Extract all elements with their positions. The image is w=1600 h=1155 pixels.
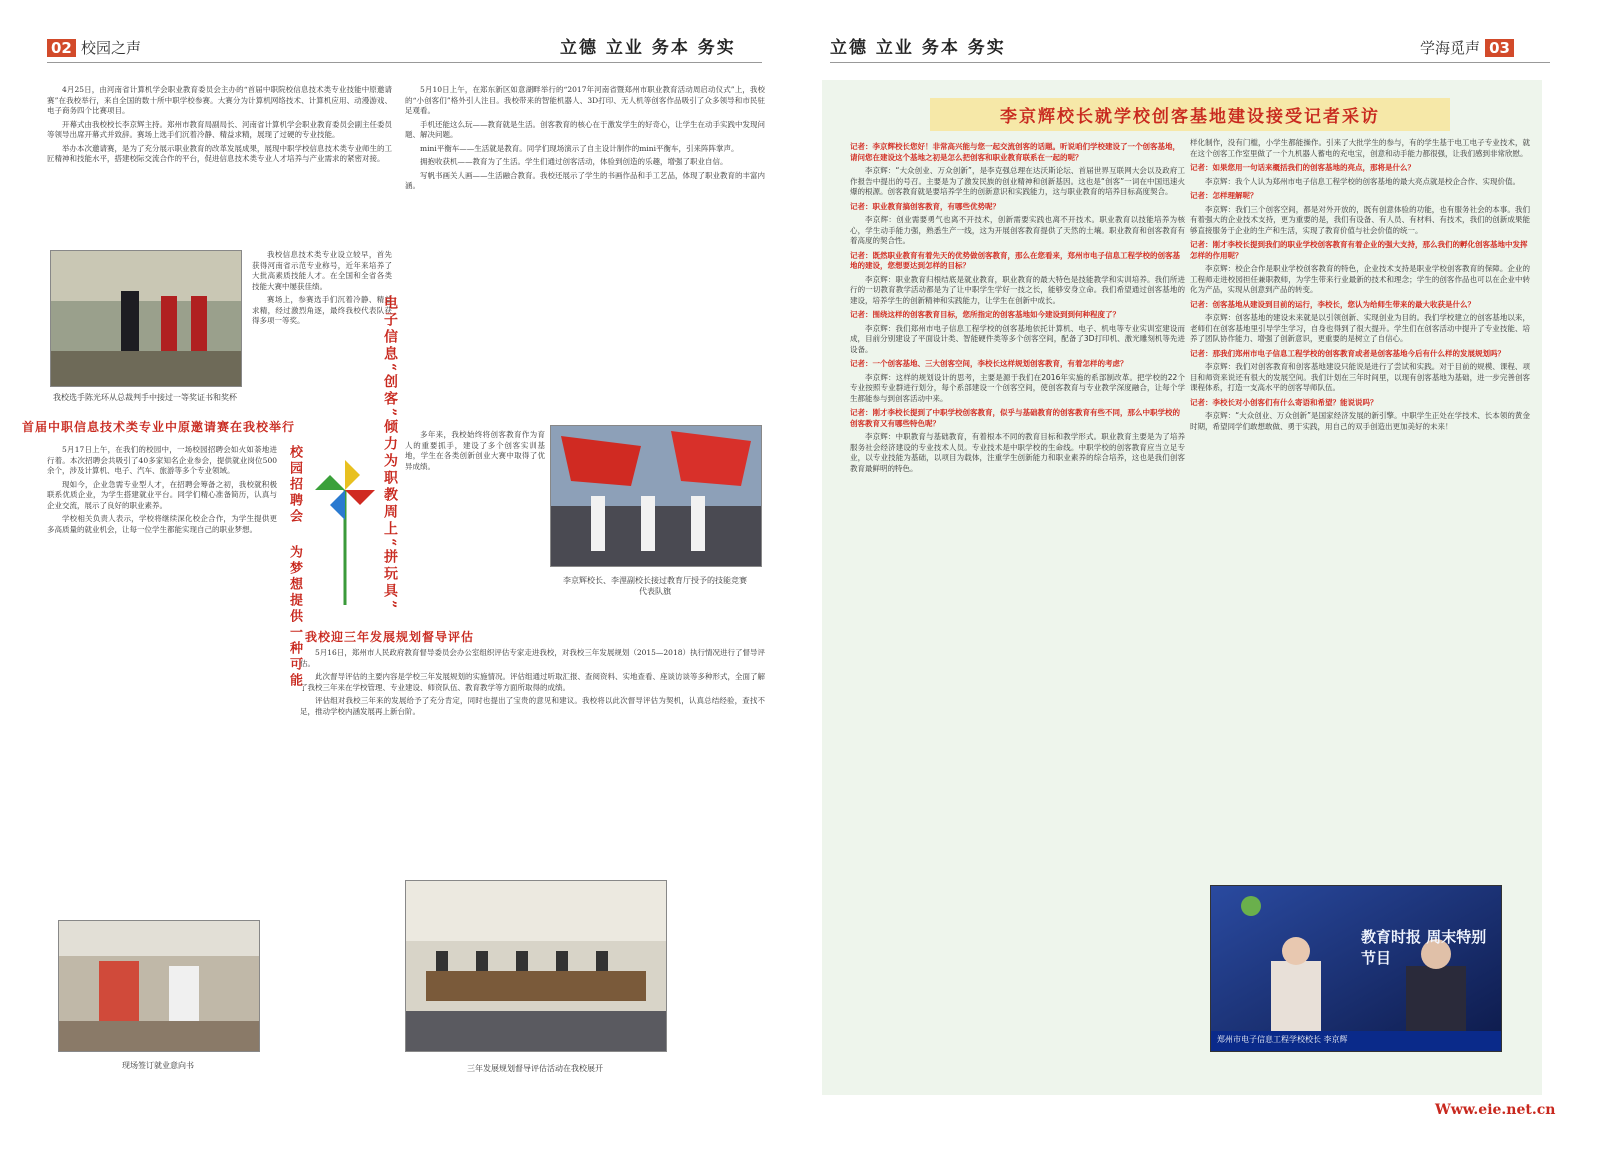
article1-body: 4月25日，由河南省计算机学会职业教育委员会主办的“首届中职院校信息技术类专业技能中原邀请赛”在我校举行，来自全国的数十所中职学校参赛。大赛分为计算机网络技术、计算机应用、动漫游戏、电子商务四个比赛项目。 开幕式由我校校长李京辉主持。郑州市教育局副局长、河南省计算机学会职业教育委员会副主任委员等领导出席开幕式并致辞。赛场上选手们沉着冷静、精益求精，展现了过硬的专业技能。 举办本次邀请赛，是为了充分展示职业教育的改革发展成果，展现中职学校信息技术类专业师生的工匠精神和技能水平，搭建校际交流合作的平台，促进信息技术类专业人才培养与产业需求的紧密对接。 xyxy=(47,85,392,163)
left-page-header xyxy=(47,38,141,58)
flag-photo-illustration xyxy=(551,426,761,566)
article4-title: 我校迎三年发展规划督导评估 xyxy=(305,630,475,644)
section-title: 学海觅声 xyxy=(1420,39,1481,57)
article1-title: 首届中职信息技术类专业中原邀请赛在我校举行 xyxy=(22,420,296,434)
right-page-header xyxy=(1420,38,1514,58)
tv-banner: 郑州市电子信息工程学校校长 李京辉 xyxy=(1217,1035,1348,1044)
flag-photo-caption: 李京辉校长、李浬副校长接过教育厅授予的技能竞赛代表队旗 xyxy=(563,576,747,596)
header-divider xyxy=(47,62,762,63)
job-fair-photo xyxy=(58,920,260,1052)
page-number: 03 xyxy=(1485,39,1514,57)
award-photo-caption: 我校选手陈光环从总裁判手中接过一等奖证书和奖杯 xyxy=(53,393,237,402)
article2-vertical-title: 电子信息“创客”倾力为职教周上“拼玩具” xyxy=(382,295,398,612)
interview-title: 李京辉校长就学校创客基地建设接受记者采访 xyxy=(930,98,1450,131)
article1-side-body: 我校信息技术类专业设立较早，首先获得河南省示范专业称号，近年来培养了大批高素质技能人才。在全国和全省各类技能大赛中屡获佳绩。 赛场上，参赛选手们沉着冷静、精益求精，经过激烈角逐，最终我校代表队获得多项一等奖。 xyxy=(252,250,392,325)
recruit-vertical-title-2: 为梦想提供一种可能 xyxy=(287,545,302,689)
header-divider xyxy=(830,62,1550,63)
job-fair-photo-illustration xyxy=(59,921,259,1051)
website-watermark[interactable]: Www.eie.net.cn xyxy=(1435,1102,1556,1118)
recruit-vertical-title-1: 校园招聘会 xyxy=(287,445,302,525)
interview-left-column: 记者：李京辉校长您好！非常高兴能与您一起交流创客的话题。听说咱们学校建设了一个创客基地，请问您在建设这个基地之初是怎么把创客和职业教育联系在一起的呢？ 李京辉：“大众创业、万众创新”，是李克强总理在达沃斯论坛、首届世界互联网大会以及政府工作报告中提出的号召。主要是为了激发民族的创业精神和创新基因。这也是“创客”一词在中国迅速火爆的根源。创客教育就是要培养学生的创新意识和实践能力，这与职业教育的培养目标高度契合。 记者：职业教育搞创客教育，有哪些优势呢？ 李京辉：创业需要勇气也离不开技术，创新需要实践也离不开技术。职业教育以技能培养为核心，学生动手能力强，熟悉生产一线，这为开展创客教育提供了天然的土壤。职业教育和创客教育有着高度的契合性。 记者：既然职业教育有着先天的优势做创客教育，那么在您看来，郑州市电子信息工程学校的创客基地的建设，您想要达到怎样的目标？ 李京辉：职业教育归根结底是就业教育，职业教育的最大特色是技能教学和实训培养。我们所进行的一切教育教学活动都是为了让中职学生学好一技之长，能够安身立命。我们希望通过创客基地的建设，培养学生的创新精神和实践能力，让学生在创新中成长。 记者：围绕这样的创客教育目标，您所指定的创客基地如今建设到到何种程度了？ 李京辉：我们郑州市电子信息工程学校的创客基地依托计算机、电子、机电等专业实训室建设而成，目前分别建设了平面设计类、智能硬件类等多个创客空间，配备了3D打印机、激光雕刻机等先进设备。 记者：一个创客基地、三大创客空间，李校长这样规划创客教育，有着怎样的考虑？ 李京辉：这样的规划设计的思考，主要是源于我们在2016年实施的系部制改革。把学校的22个专业按照专业群进行划分，每个系部建设一个创客空间，使创客教育与专业教学深度融合，让每个学生都能参与到创客活动中来。 记者：刚才李校长提到了中职学校创客教育，似乎与基础教育的创客教育有些不同，那么中职学校的创客教育又有哪些特色呢？ 李京辉：中职教育与基础教育，有着根本不同的教育目标和教学形式。职业教育主要是为了培养服务社会经济建设的专业技术人员。专业技术是中职学校的生命线。中职学校的创客教育应当立足专业，以专业技能为基础，以项目为载体，注重学生创新能力和职业素养的综合培养，这也是我们创客教育最鲜明的特色。 xyxy=(850,142,1185,473)
tv-interview-illustration xyxy=(1211,886,1501,1051)
article4-body: 5月16日，郑州市人民政府教育督导委员会办公室组织评估专家走进我校，对我校三年发展规划（2015—2018）执行情况进行了督导评估。 此次督导评估的主要内容是学校三年发展规划的实施情况。评估组通过听取汇报、查阅资料、实地查看、座谈访谈等多种形式，全面了解了我校三年来在学校管理、专业建设、师资队伍、教育教学等方面所取得的成绩。 评估组对我校三年来的发展给予了充分肯定，同时也提出了宝贵的意见和建议。我校将以此次督导评估为契机，认真总结经验，查找不足，推动学校内涵发展再上新台阶。 xyxy=(300,648,765,716)
flag-photo xyxy=(550,425,762,567)
pinwheel-icon xyxy=(310,455,380,605)
job-fair-caption: 现场签订就业意向书 xyxy=(122,1061,194,1070)
award-photo-illustration xyxy=(51,251,241,386)
page-number: 02 xyxy=(47,39,76,57)
article2-body: 5月10日上午，在郑东新区如意湖畔举行的“2017年河南省暨郑州市职业教育活动周启动仪式”上，我校的“小创客们”格外引人注目。我校带来的智能机器人、3D打印、无人机等创客作品吸引了众多领导和市民驻足观看。 手机还能这么玩——教育就是生活。创客教育的核心在于激发学生的好奇心，让学生在动手实践中发现问题、解决问题。 mini平衡车——生活就是教育。同学们现场演示了自主设计制作的mini平衡车，引来阵阵掌声。 拥抱收获机——教育为了生活。学生们通过创客活动，体验到创造的乐趣，增强了职业自信。 写帆书画关人画——生活融合教育。我校还展示了学生的书画作品和手工艺品，体现了职业教育的丰富内涵。 xyxy=(405,85,765,190)
article2-side-body: 多年来，我校始终将创客教育作为育人的重要抓手，建设了多个创客实训基地，学生在各类创新创业大赛中取得了优异成绩。 xyxy=(405,430,545,471)
right-motto: 立德 立业 务本 务实 xyxy=(830,38,1006,58)
left-motto: 立德 立业 务本 务实 xyxy=(560,38,736,58)
interview-right-column: 样化制作，没有门槛，小学生都能操作。引来了大批学生的参与，有的学生基于电工电子专业技术，就在这个创客工作室里做了一个九机器人蓄电的充电宝，创意和动手能力都很强，让我们感到非常欣慰。 记者：如果您用一句话来概括我们的创客基地的亮点，那将是什么？ 李京辉：我个人认为郑州市电子信息工程学校的创客基地的最大亮点就是校企合作、实现价值。 记者：怎样理解呢？ 李京辉：我们三个创客空间，都是对外开放的，既有创意体验的功能，也有服务社会的本事。我们有着强大的企业技术支持，更为重要的是，我们有设备、有人员、有材料、有技术，我们的创新成果能够直接服务于企业的生产和生活，实现了教育价值与社会价值的统一。 记者：刚才李校长提到我们的职业学校创客教育有着企业的强大支持，那么我们的孵化创客基地中发挥怎样的作用呢？ 李京辉：校企合作是职业学校创客教育的特色，企业技术支持是职业学校创客教育的保障。企业的工程师走进校园担任兼职教师，为学生带来行业最新的技术和理念；学生的创客作品也可以在企业中转化为产品，实现从创意到产品的转变。 记者：创客基地从建设到目前的运行，李校长，您认为给师生带来的最大收获是什么？ 李京辉：创客基地的建设未来就是以引领创新、实现创业为目的。我们学校建立的创客基地以来，老师们在创客基地里引导学生学习，自身也得到了很大提升。学生们在创客活动中提升了专业技能、培养了团队协作能力、增强了创新意识，更重要的是树立了自信心。 记者：那我们郑州市电子信息工程学校的创客教育或者是创客基地今后有什么样的发展规划吗？ 李京辉：我们对创客教育和创客基地建设只能说是进行了尝试和实践。对于目前的规模、课程、项目和师资来说还有很大的发展空间。我们计划在三年时间里，以现有创客基地为基础，进一步完善创客课程体系，打造一支高水平的创客导师队伍。 记者：李校长对小创客们有什么寄语和希望？能说说吗？ 李京辉：“大众创业、万众创新”是国家经济发展的新引擎。中职学生正处在学技术、长本领的黄金时期，希望同学们敢想敢做、勇于实践，用自己的双手创造出更加美好的未来！ xyxy=(1190,138,1530,431)
tv-interview-photo xyxy=(1210,885,1502,1052)
tv-program-title: 教育时报 周末特别节目 xyxy=(1361,928,1487,967)
evaluation-photo xyxy=(405,880,667,1052)
section-title: 校园之声 xyxy=(80,39,141,57)
article3-body: 5月17日上午，在我们的校园中，一场校园招聘会如火如荼地进行着。本次招聘会共吸引了40多家知名企业参会，提供就业岗位500余个，涉及计算机、电子、汽车、旅游等多个专业领域。 现如今，企业急需专业型人才，在招聘会筹备之初，我校就积极联系优质企业，为学生搭建就业平台。同学们精心准备简历，认真与企业交流，展示了良好的职业素养。 学校相关负责人表示，学校将继续深化校企合作，为学生提供更多高质量的就业机会，让每一位学生都能实现自己的职业梦想。 xyxy=(47,445,277,534)
award-photo xyxy=(50,250,242,387)
evaluation-photo-illustration xyxy=(406,881,666,1051)
evaluation-photo-caption: 三年发展规划督导评估活动在我校展开 xyxy=(467,1064,603,1073)
